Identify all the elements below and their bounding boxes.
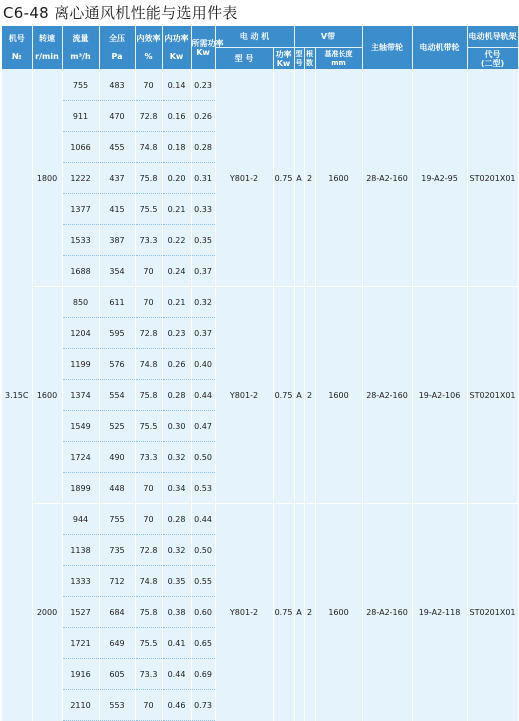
flow-cell: 911 — [62, 101, 99, 132]
pressure-cell: 525 — [99, 411, 135, 442]
required-power-cell: 0.23 — [191, 70, 215, 101]
internal-power-cell: 0.32 — [162, 442, 191, 473]
required-power-cell: 0.37 — [191, 318, 215, 349]
pressure-cell: 448 — [99, 473, 135, 504]
motor-power-cell: 0.75 — [273, 287, 294, 504]
motor-pulley-cell: 19-A2-118 — [412, 504, 467, 721]
pressure-cell: 483 — [99, 70, 135, 101]
belt-type-cell: A — [294, 504, 304, 721]
pressure-cell: 490 — [99, 442, 135, 473]
efficiency-cell: 75.5 — [135, 194, 162, 225]
flow-cell: 1721 — [62, 628, 99, 659]
header-pressure: 全压 Pa — [99, 26, 135, 70]
pressure-cell: 611 — [99, 287, 135, 318]
header-internal-power: 内功率 Kw — [162, 26, 191, 70]
motor-model-cell: Y801-2 — [215, 287, 273, 504]
pressure-cell: 684 — [99, 597, 135, 628]
header-motor-model: 型 号 — [215, 48, 273, 70]
required-power-cell: 0.65 — [191, 628, 215, 659]
belt-length-cell: 1600 — [315, 70, 362, 287]
flow-cell: 755 — [62, 70, 99, 101]
required-power-cell: 0.32 — [191, 287, 215, 318]
internal-power-cell: 0.22 — [162, 225, 191, 256]
required-power-cell: 0.73 — [191, 690, 215, 721]
internal-power-cell: 0.26 — [162, 349, 191, 380]
belt-count-cell: 2 — [304, 504, 315, 721]
fan-performance-table — [2, 26, 519, 721]
required-power-cell: 0.35 — [191, 225, 215, 256]
flow-cell: 1527 — [62, 597, 99, 628]
internal-power-cell: 0.16 — [162, 101, 191, 132]
flow-cell: 1916 — [62, 659, 99, 690]
efficiency-cell: 75.5 — [135, 411, 162, 442]
internal-power-cell: 0.24 — [162, 256, 191, 287]
required-power-cell: 0.44 — [191, 504, 215, 535]
efficiency-cell: 75.8 — [135, 380, 162, 411]
rail-cell: ST0201X01 — [467, 504, 518, 721]
main-pulley-cell: 28-A2-160 — [362, 504, 412, 721]
required-power-cell: 0.33 — [191, 194, 215, 225]
belt-count-cell: 2 — [304, 70, 315, 287]
efficiency-cell: 73.3 — [135, 225, 162, 256]
flow-cell: 1199 — [62, 349, 99, 380]
efficiency-cell: 74.8 — [135, 132, 162, 163]
header-motor: 电 动 机 — [215, 26, 294, 48]
pressure-cell: 387 — [99, 225, 135, 256]
motor-pulley-cell: 19-A2-95 — [412, 70, 467, 287]
flow-cell: 1066 — [62, 132, 99, 163]
efficiency-cell: 72.8 — [135, 101, 162, 132]
belt-length-cell: 1600 — [315, 287, 362, 504]
pressure-cell: 595 — [99, 318, 135, 349]
efficiency-cell: 70 — [135, 70, 162, 101]
internal-power-cell: 0.28 — [162, 504, 191, 535]
internal-power-cell: 0.32 — [162, 535, 191, 566]
required-power-cell: 0.50 — [191, 535, 215, 566]
table-row — [2, 504, 518, 535]
header-belt-count: 根数 — [304, 48, 315, 70]
belt-count-cell: 2 — [304, 287, 315, 504]
efficiency-cell: 74.8 — [135, 349, 162, 380]
pressure-cell: 437 — [99, 163, 135, 194]
internal-power-cell: 0.21 — [162, 287, 191, 318]
flow-cell: 944 — [62, 504, 99, 535]
required-power-cell: 0.69 — [191, 659, 215, 690]
header-efficiency: 内效率 % — [135, 26, 162, 70]
required-power-cell: 0.50 — [191, 442, 215, 473]
flow-cell: 1374 — [62, 380, 99, 411]
header-motor-pulley: 电动机带轮 — [412, 26, 467, 70]
rail-cell: ST0201X01 — [467, 287, 518, 504]
internal-power-cell: 0.44 — [162, 659, 191, 690]
header-belt-type: 型号 — [294, 48, 304, 70]
flow-cell: 1899 — [62, 473, 99, 504]
efficiency-cell: 70 — [135, 690, 162, 721]
efficiency-cell: 75.8 — [135, 163, 162, 194]
header-flow: 流量 m³/h — [62, 26, 99, 70]
required-power-cell: 0.60 — [191, 597, 215, 628]
efficiency-cell: 72.8 — [135, 318, 162, 349]
efficiency-cell: 73.3 — [135, 659, 162, 690]
efficiency-cell: 72.8 — [135, 535, 162, 566]
internal-power-cell: 0.20 — [162, 163, 191, 194]
motor-pulley-cell: 19-A2-106 — [412, 287, 467, 504]
header-rail-code: 代号 (二型) — [467, 48, 518, 70]
required-power-cell: 0.53 — [191, 473, 215, 504]
required-power-cell: 0.47 — [191, 411, 215, 442]
pressure-cell: 554 — [99, 380, 135, 411]
efficiency-cell: 70 — [135, 473, 162, 504]
required-power-cell: 0.44 — [191, 380, 215, 411]
pressure-cell: 735 — [99, 535, 135, 566]
efficiency-cell: 70 — [135, 287, 162, 318]
rail-cell: ST0201X01 — [467, 70, 518, 287]
pressure-cell: 455 — [99, 132, 135, 163]
motor-power-cell: 0.75 — [273, 70, 294, 287]
efficiency-cell: 75.8 — [135, 597, 162, 628]
page-title: C6-48 离心通风机性能与选用件表 — [3, 4, 238, 22]
required-power-cell: 0.31 — [191, 163, 215, 194]
machine-no-cell: 3.15C — [2, 70, 32, 721]
internal-power-cell: 0.41 — [162, 628, 191, 659]
header-required-power: 所需功率 Kw — [191, 26, 215, 70]
belt-length-cell: 1600 — [315, 504, 362, 721]
internal-power-cell: 0.46 — [162, 690, 191, 721]
motor-model-cell: Y801-2 — [215, 504, 273, 721]
efficiency-cell: 70 — [135, 256, 162, 287]
efficiency-cell: 74.8 — [135, 566, 162, 597]
speed-cell: 1600 — [32, 287, 62, 504]
pressure-cell: 605 — [99, 659, 135, 690]
required-power-cell: 0.28 — [191, 132, 215, 163]
internal-power-cell: 0.23 — [162, 318, 191, 349]
header-belt-length: 基准长度 mm — [315, 48, 362, 70]
flow-cell: 1533 — [62, 225, 99, 256]
flow-cell: 1138 — [62, 535, 99, 566]
table-row — [2, 287, 518, 318]
flow-cell: 1549 — [62, 411, 99, 442]
header-motor-power: 功率 Kw — [273, 48, 294, 70]
pressure-cell: 755 — [99, 504, 135, 535]
required-power-cell: 0.37 — [191, 256, 215, 287]
flow-cell: 1688 — [62, 256, 99, 287]
internal-power-cell: 0.34 — [162, 473, 191, 504]
header-vbelt: V带 — [294, 26, 362, 48]
flow-cell: 850 — [62, 287, 99, 318]
pressure-cell: 649 — [99, 628, 135, 659]
internal-power-cell: 0.38 — [162, 597, 191, 628]
pressure-cell: 415 — [99, 194, 135, 225]
pressure-cell: 354 — [99, 256, 135, 287]
flow-cell: 1724 — [62, 442, 99, 473]
belt-type-cell: A — [294, 70, 304, 287]
speed-cell: 2000 — [32, 504, 62, 721]
required-power-cell: 0.40 — [191, 349, 215, 380]
pressure-cell: 553 — [99, 690, 135, 721]
internal-power-cell: 0.28 — [162, 380, 191, 411]
efficiency-cell: 70 — [135, 504, 162, 535]
flow-cell: 1204 — [62, 318, 99, 349]
flow-cell: 1222 — [62, 163, 99, 194]
header-speed: 转速 r/min — [32, 26, 62, 70]
belt-type-cell: A — [294, 287, 304, 504]
main-pulley-cell: 28-A2-160 — [362, 287, 412, 504]
required-power-cell: 0.55 — [191, 566, 215, 597]
flow-cell: 2110 — [62, 690, 99, 721]
motor-power-cell: 0.75 — [273, 504, 294, 721]
pressure-cell: 712 — [99, 566, 135, 597]
motor-model-cell: Y801-2 — [215, 70, 273, 287]
efficiency-cell: 73.3 — [135, 442, 162, 473]
pressure-cell: 470 — [99, 101, 135, 132]
header-main-pulley: 主轴带轮 — [362, 26, 412, 70]
pressure-cell: 576 — [99, 349, 135, 380]
internal-power-cell: 0.21 — [162, 194, 191, 225]
header-rail: 电动机导轨架 — [467, 26, 518, 48]
speed-cell: 1800 — [32, 70, 62, 287]
internal-power-cell: 0.35 — [162, 566, 191, 597]
table-row — [2, 70, 518, 101]
main-pulley-cell: 28-A2-160 — [362, 70, 412, 287]
table-body — [2, 70, 518, 721]
internal-power-cell: 0.14 — [162, 70, 191, 101]
header-machine-no: 机号 № — [2, 26, 32, 70]
flow-cell: 1333 — [62, 566, 99, 597]
internal-power-cell: 0.18 — [162, 132, 191, 163]
required-power-cell: 0.26 — [191, 101, 215, 132]
flow-cell: 1377 — [62, 194, 99, 225]
efficiency-cell: 75.5 — [135, 628, 162, 659]
internal-power-cell: 0.30 — [162, 411, 191, 442]
